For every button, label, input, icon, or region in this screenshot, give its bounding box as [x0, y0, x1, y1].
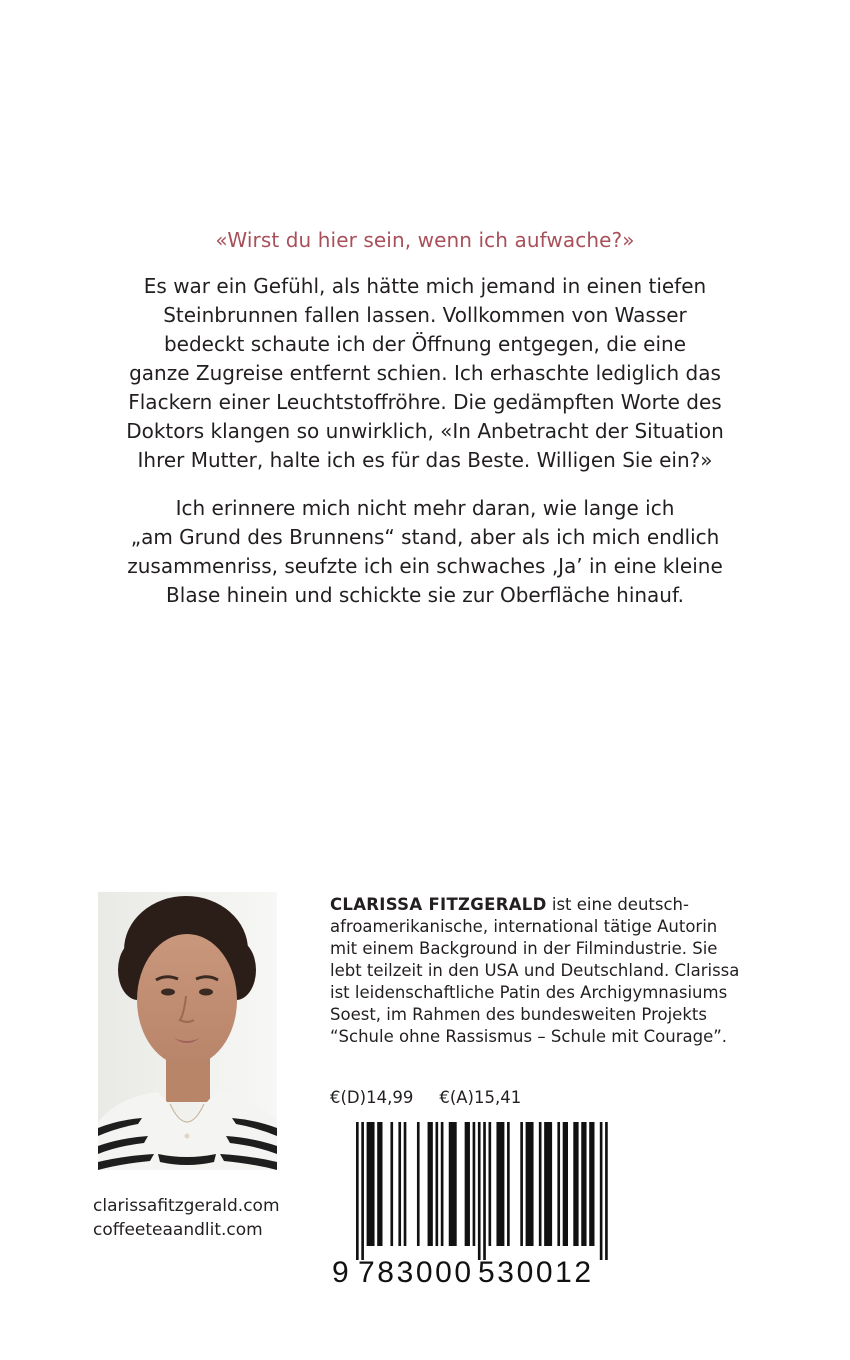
barcode-guard-bar	[361, 1122, 364, 1260]
isbn-first-digit: 9	[332, 1256, 349, 1289]
blurb-paragraph-2	[60, 494, 790, 610]
blurb-paragraph-1	[60, 272, 790, 475]
isbn-left-group: 783000	[358, 1256, 474, 1289]
barcode-guard-bar	[356, 1122, 359, 1260]
barcode-bar	[367, 1122, 375, 1246]
barcode-bar	[489, 1122, 492, 1246]
isbn-barcode	[330, 1122, 612, 1292]
author-portrait-illustration	[98, 892, 277, 1170]
text-line: zusammenriss, seufzte ich ein schwaches ‚Ja’ in eine kleine	[127, 554, 723, 578]
isbn-right-group: 530012	[478, 1256, 594, 1289]
barcode-bar	[520, 1122, 523, 1246]
barcode-bar	[581, 1122, 586, 1246]
author-websites	[93, 1194, 280, 1242]
text-line: bedeckt schaute ich der Öffnung entgegen, die eine	[163, 332, 687, 356]
author-photo	[98, 892, 277, 1170]
opening-quote: «Wirst du hier sein, wenn ich aufwache?»	[215, 228, 635, 252]
price-info	[330, 1088, 521, 1107]
barcode-bar	[441, 1122, 444, 1246]
bio-first-line	[330, 894, 770, 916]
barcode-bar	[544, 1122, 552, 1246]
author-name: CLARISSA FITZGERALD	[330, 895, 547, 914]
barcode-guard-bar	[478, 1122, 481, 1260]
barcode-guard-bar	[600, 1122, 603, 1260]
barcode-bar	[465, 1122, 470, 1246]
barcode-bar	[473, 1122, 476, 1246]
text-line: Ich erinnere mich nicht mehr daran, wie lange ich	[175, 496, 675, 520]
text-line: Es war ein Gefühl, als hätte mich jemand in einen tiefen	[143, 274, 707, 298]
bio-line: Soest, im Rahmen des bundesweiten Projekts	[330, 1005, 707, 1024]
barcode-guard-bar	[483, 1122, 486, 1260]
barcode-bars	[330, 1122, 612, 1260]
barcode-bar	[404, 1122, 407, 1246]
barcode-bar	[449, 1122, 457, 1246]
website-link[interactable]: clarissafitzgerald.com	[93, 1196, 280, 1216]
barcode-guard-bar	[605, 1122, 608, 1260]
bio-text: ist eine deutsch-	[546, 895, 689, 914]
barcode-bar	[573, 1122, 578, 1246]
text-line: Flackern einer Leuchtstoffröhre. Die gedämpften Worte des	[128, 390, 722, 414]
bio-line: “Schule ohne Rassismus – Schule mit Courage”.	[330, 1027, 728, 1046]
author-bio	[330, 894, 770, 1048]
barcode-bar	[539, 1122, 542, 1246]
barcode-bar	[496, 1122, 504, 1246]
barcode-bar	[428, 1122, 433, 1246]
barcode-bar	[507, 1122, 510, 1246]
text-line: Steinbrunnen fallen lassen. Vollkommen von Wasser	[163, 303, 687, 327]
price-germany: €(D)14,99	[330, 1088, 414, 1107]
text-line: „am Grund des Brunnens“ stand, aber als ich mich endlich	[130, 525, 720, 549]
barcode-bar	[377, 1122, 382, 1246]
barcode-bar	[398, 1122, 401, 1246]
bio-line: lebt teilzeit in den USA und Deutschland. Clarissa	[330, 961, 740, 980]
barcode-bar	[390, 1122, 393, 1246]
barcode-bar	[526, 1122, 534, 1246]
website-link[interactable]: coffeeteaandlit.com	[93, 1220, 263, 1240]
barcode-bar	[436, 1122, 439, 1246]
text-line: Ihrer Mutter, halte ich es für das Beste. Willigen Sie ein?»	[137, 448, 713, 472]
barcode-bar	[417, 1122, 420, 1246]
barcode-bar	[589, 1122, 594, 1246]
barcode-bar	[557, 1122, 560, 1246]
text-line: ganze Zugreise entfernt schien. Ich erhaschte lediglich das	[129, 361, 721, 385]
text-line: Doktors klangen so unwirklich, «In Anbetracht der Situation	[126, 419, 724, 443]
bio-line: mit einem Background in der Filmindustrie. Sie	[330, 939, 718, 958]
text-line: Blase hinein und schickte sie zur Oberfläche hinauf.	[166, 583, 684, 607]
bio-line: afroamerikanische, international tätige Autorin	[330, 917, 718, 936]
bio-line: ist leidenschaftliche Patin des Archigymnasiums	[330, 983, 728, 1002]
barcode-bar	[563, 1122, 568, 1246]
price-austria: €(A)15,41	[439, 1088, 522, 1107]
